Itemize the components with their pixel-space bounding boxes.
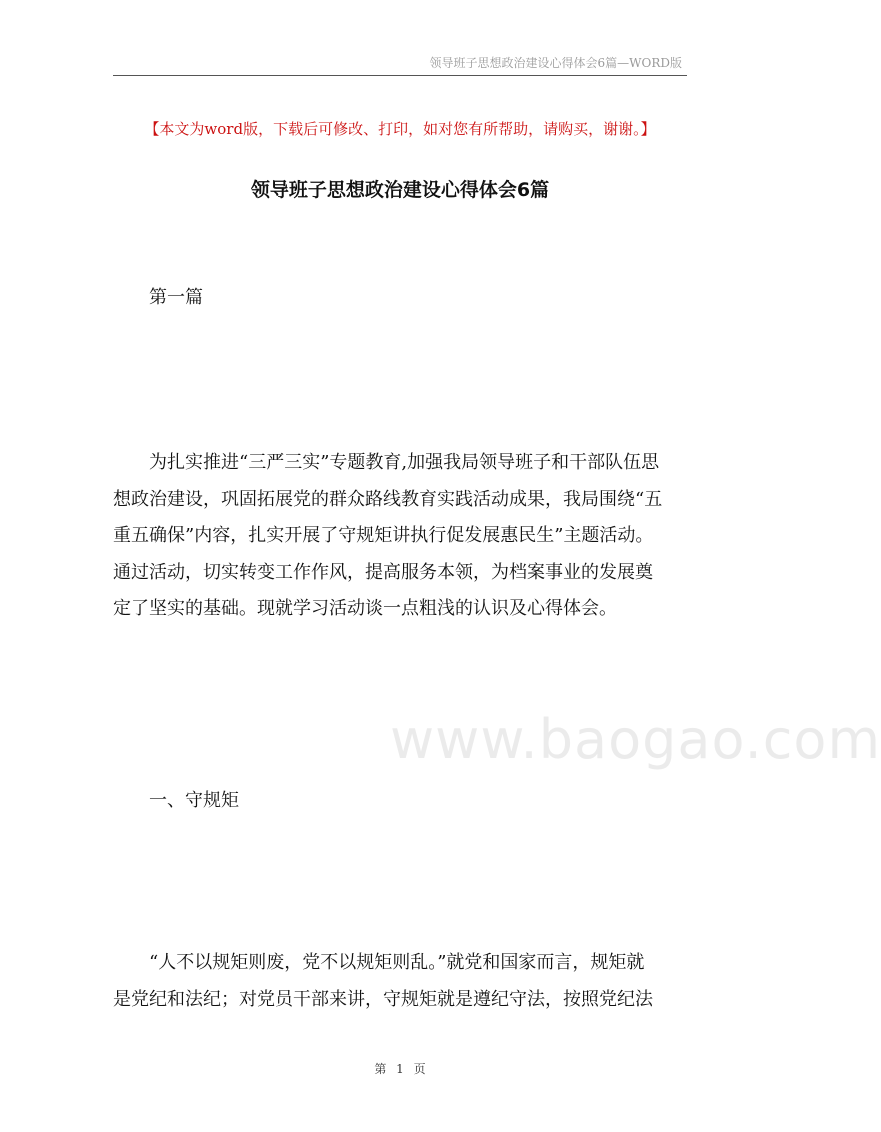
purchase-notice: 【本文为word版，下载后可修改、打印，如对您有所帮助，请购买，谢谢。】: [144, 120, 656, 138]
page-footer: [0, 1060, 800, 1077]
paragraph-line: 想政治建设，巩固拓展党的群众路线教育实践活动成果，我局围绕“五: [113, 488, 663, 510]
paragraph-line: 为扎实推进“三严三实”专题教育,加强我局领导班子和干部队伍思: [149, 452, 660, 473]
page-number: 1: [396, 1062, 404, 1076]
paragraph-line: 重五确保”内容，扎实开展了守规矩讲执行促发展惠民生”主题活动。: [113, 525, 654, 547]
paragraph-line: 定了坚实的基础。现就学习活动谈一点粗浅的认识及心得体会。: [113, 598, 617, 620]
watermark: www.baogao.com: [390, 708, 881, 771]
paragraph-intro: [113, 445, 687, 628]
paragraph-rules: [113, 945, 687, 1018]
page-prefix: 第: [374, 1062, 387, 1076]
document-title: 领导班子思想政治建设心得体会6篇: [250, 179, 550, 201]
paragraph-line: 是党纪和法纪；对党员干部来讲，守规矩就是遵纪守法，按照党纪法: [113, 988, 653, 1010]
section-heading-first: 第一篇: [149, 287, 203, 308]
paragraph-line: “人不以规矩则废，党不以规矩则乱。”就党和国家而言，规矩就: [149, 952, 645, 973]
page-suffix: 页: [413, 1062, 426, 1076]
header-divider: [113, 75, 687, 76]
section-heading-rules: 一、守规矩: [149, 790, 239, 811]
paragraph-line: 通过活动，切实转变工作作风，提高服务本领，为档案事业的发展奠: [113, 561, 653, 583]
running-header: 领导班子思想政治建设心得体会6篇—WORD版: [429, 56, 682, 70]
